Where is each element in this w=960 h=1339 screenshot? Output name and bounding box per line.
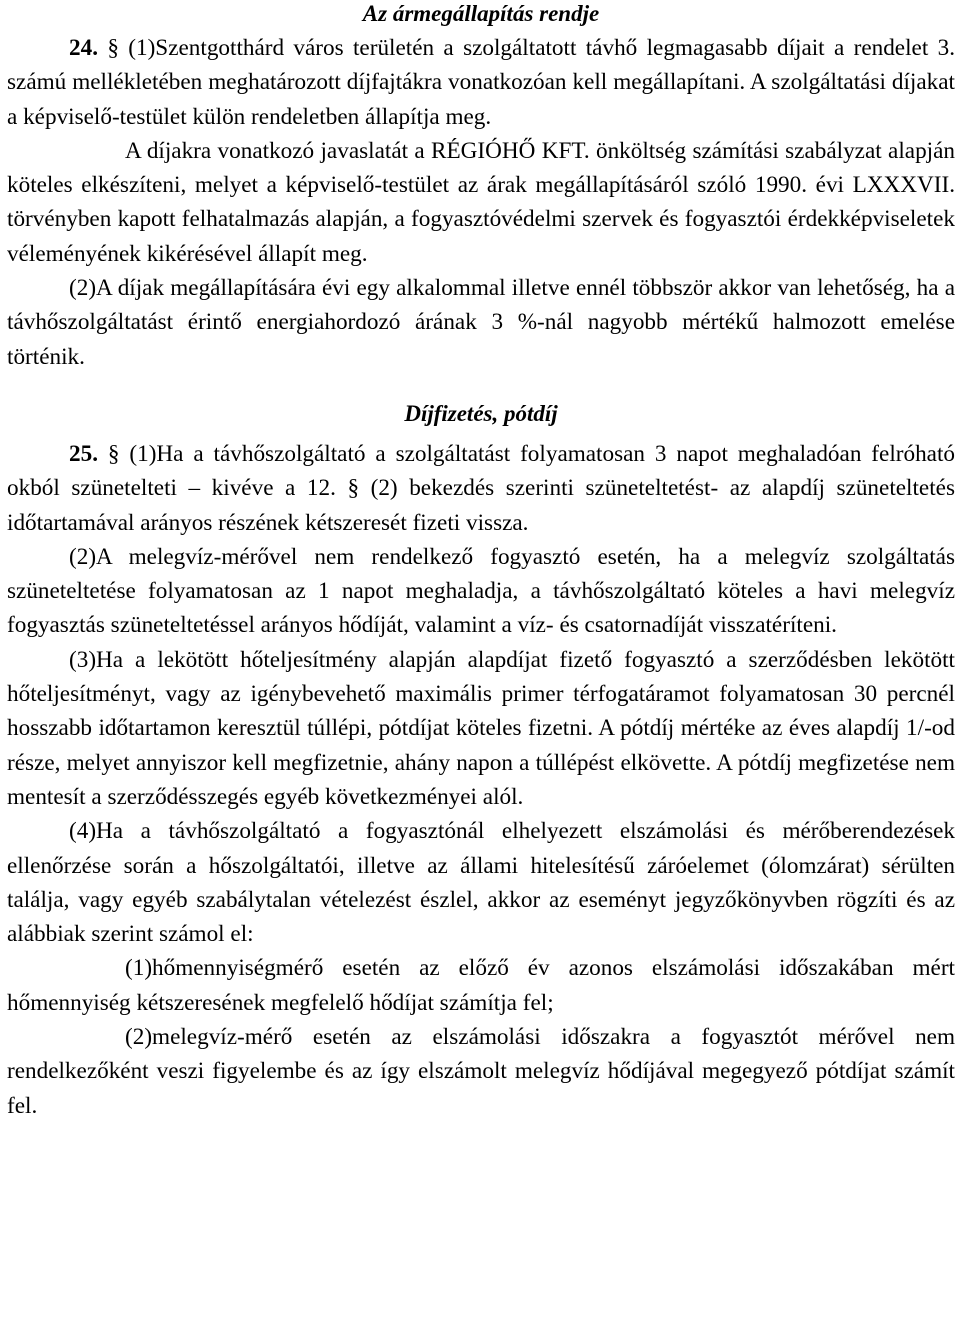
section-title-pricing: Az ármegállapítás rendje	[362, 1, 600, 26]
section-sign: §	[107, 440, 120, 467]
section-number: 24.	[69, 35, 98, 61]
paragraph-25-1	[7, 437, 955, 540]
list-item-water-meter: (2)melegvíz-mérő esetén az elszámolási időszakra a fogyasztót mérővel nem rendelkezőként veszi figyelembe és az így elszámolt melegvíz hődíjával megegyező pótdíjat számít fel.	[7, 1024, 955, 1119]
paragraph-text: (1)Szentgotthárd város területén a szolgáltatott távhő legmagasabb díjait a rendelet 3. számú mellékletében meghatározott díjfajtákra vonatkozóan kell megállapítani. A szolgáltatási díjakat a képviselő-testület külön rendeletben állapítja meg.	[7, 35, 955, 130]
section-title-fees: Díjfizetés, pótdíj	[404, 400, 558, 426]
paragraph-text: (1)Ha a távhőszolgáltató a szolgáltatást folyamatosan 3 napot meghaladóan felróható okból szünetelteti – kivéve a 12. § (2) bekezdés szerinti szüneteltetést- az alapdíj szüneteltetés időtartamával arányos részének kétszeresét fizeti vissza.	[7, 440, 955, 536]
paragraph-24-proposal: A díjakra vonatkozó javaslatát a RÉGIÓHŐ KFT. önköltség számítási szabályzat alapján köteles elkészíteni, melyet a képviselő-testület az árak megállapításáról szóló 1990. évi LXXXVII. törvényben kapott felhatalmazás alapján, a fogyasztóvédelmi szervek és fogyasztói érdekképviseletek véleményének kikérésével állapít meg.	[7, 137, 955, 267]
paragraph-25-3: (3)Ha a lekötött hőteljesítmény alapján alapdíjat fizető fogyasztó a szerződésben lekötött hőteljesítményt, vagy az igénybevehető maximális primer térfogatáramot folyamatosan 30 percnél hosszabb időtartamon keresztül túllépi, pótdíjat köteles fizetni. A pótdíj mértéke az éves alapdíj 1/-od része, melyet annyiszor kell megfizetnie, ahány napon a túllépést elkövette. A pótdíj megfizetése nem mentesít a szerződésszegés egyéb következményei alól.	[7, 646, 955, 810]
paragraph-25-4: (4)Ha a távhőszolgáltató a fogyasztónál elhelyezett elszámolási és mérőberendezések ellenőrzése során a hőszolgáltatói, illetve az állami hitelesítésű záróelemet (ólomzárat) sérülten találja, vagy egyéb szabálytalan vételezést észlel, akkor az eseményt jegyzőkönyvben rögzíti és az alábbiak szerint számol el:	[7, 818, 955, 948]
section-sign: §	[107, 35, 119, 61]
paragraph-24-2: (2)A díjak megállapítására évi egy alkalommal illetve ennél többször akkor van lehetőség, ha a távhőszolgáltatást érintő energiahordozó árának 3 %-nál nagyobb mértékű halmozott emelése történik.	[7, 275, 955, 370]
section-number: 25.	[69, 440, 98, 467]
paragraph-24-1	[7, 31, 955, 134]
paragraph-25-2: (2)A melegvíz-mérővel nem rendelkező fogyasztó esetén, ha a melegvíz szolgáltatás szüneteltetése folyamatosan az 1 napot meghaladja, a távhőszolgáltató köteles a havi melegvíz fogyasztás szüneteltetéssel arányos hődíját, valamint a víz- és csatornadíját visszatéríteni.	[7, 543, 955, 639]
list-item-heat-meter: (1)hőmennyiségmérő esetén az előző év azonos elszámolási időszakában mért hőmennyiség kétszeresének megfelelő hődíjat számítja fel;	[7, 955, 955, 1016]
document-page	[7, 0, 955, 1123]
